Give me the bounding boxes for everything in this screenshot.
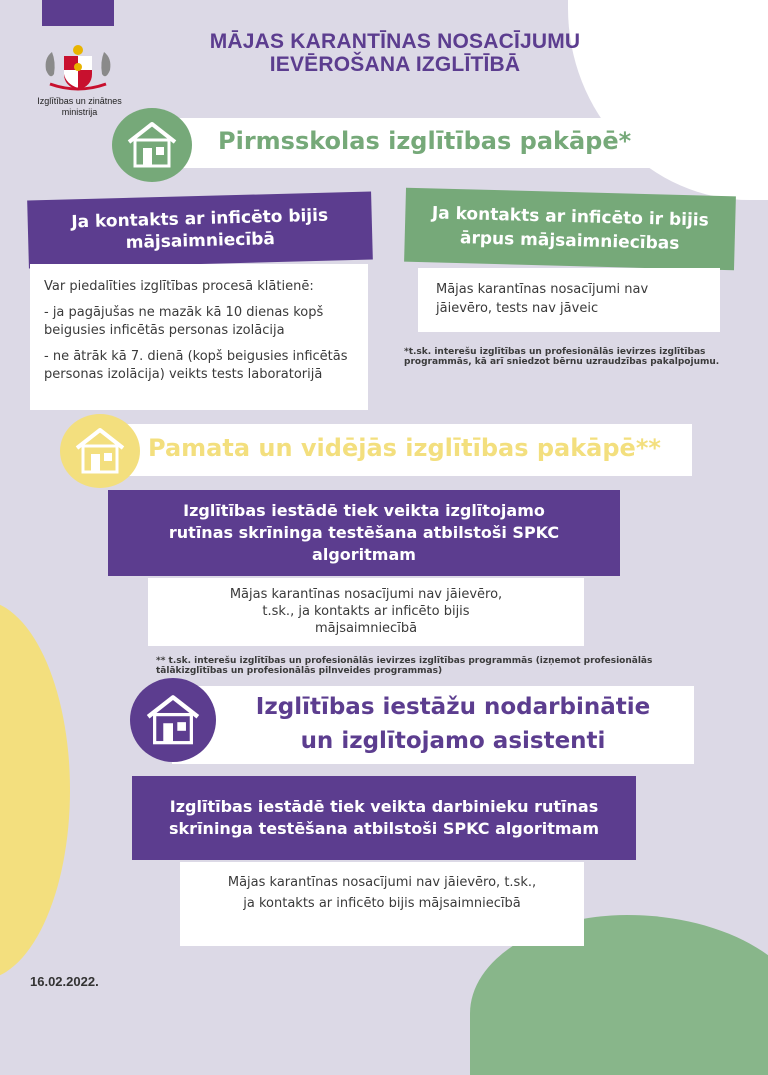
- preschool-inside-box: [30, 264, 368, 410]
- house-icon: [125, 120, 179, 170]
- publication-date: 16.02.2022.: [30, 974, 99, 989]
- basic-heading: Izglītības iestādē tiek veikta izglītojamo rutīnas skrīninga testēšana atbilstoši SPKC algoritmam: [108, 490, 620, 576]
- page-title-line2: IEVĒROŠANA IZGLĪTĪBĀ: [269, 53, 521, 76]
- staff-text: Mājas karantīnas nosacījumi nav jāievēro, t.sk., ja kontakts ar inficēto bijis mājsaimniecībā: [227, 875, 537, 911]
- preschool-footnote: *t.sk. interešu izglītības un profesionālās ievirzes izglītības programmās, kā arī sniedzot bērnu uzraudzības pakalpojumu.: [404, 347, 720, 367]
- preschool-inside-intro: Var piedalīties izglītības procesā klātienē:: [44, 279, 314, 294]
- page-title-line1: MĀJAS KARANTĪNAS NOSACĪJUMU: [209, 30, 581, 53]
- basic-house-circle: [60, 414, 140, 488]
- preschool-inside-item2: - ne ātrāk kā 7. dienā (kopš beigusies inficētās personas izolācija) veikts tests laboratorijā: [44, 349, 348, 382]
- preschool-outside-text: Mājas karantīnas nosacījumi nav jāievēro, tests nav jāveic: [436, 282, 649, 316]
- ministry-name: Izglītības un zinātnes ministrija: [37, 96, 122, 117]
- staff-heading: Izglītības iestādē tiek veikta darbinieku rutīnas skrīninga testēšana atbilstoši SPKC algoritmam: [132, 776, 636, 860]
- preschool-inside-heading: Ja kontakts ar inficēto bijis mājsaimniecībā: [27, 192, 373, 269]
- staff-section-title-line1: Izglītības iestāžu nodarbinātie: [255, 694, 651, 720]
- coat-of-arms-logo: [42, 40, 114, 92]
- basic-box: [148, 578, 584, 646]
- preschool-section-title: Pirmsskolas izglītības pakāpē*: [218, 127, 632, 155]
- house-icon: [73, 426, 127, 476]
- house-icon: [143, 693, 203, 747]
- preschool-outside-heading: Ja kontakts ar inficēto ir bijis ārpus mājsaimniecības: [404, 188, 736, 271]
- basic-footnote: ** t.sk. interešu izglītības un profesionālās ievirzes izglītības programmās (izņemot profesionālās tālākizglītības un profesionālās pilnveides programmas): [156, 656, 653, 676]
- basic-section-title: Pamata un vidējās izglītības pakāpē**: [148, 434, 661, 462]
- preschool-house-circle: [112, 108, 192, 182]
- page-title: [160, 30, 630, 76]
- decorative-blob-left: [0, 600, 70, 980]
- staff-section-title: [218, 690, 688, 758]
- preschool-outside-box: [418, 268, 720, 332]
- preschool-inside-item1: - ja pagājušas ne mazāk kā 10 dienas kopš beigusies inficētās personas izolācija: [44, 305, 324, 338]
- staff-house-circle: [130, 678, 216, 762]
- basic-text: Mājas karantīnas nosacījumi nav jāievēro, t.sk., ja kontakts ar inficēto bijis mājsaimniecībā: [229, 587, 503, 636]
- decorative-tab: [42, 0, 114, 26]
- staff-section-title-line2: un izglītojamo asistenti: [300, 728, 606, 754]
- staff-box: [180, 862, 584, 946]
